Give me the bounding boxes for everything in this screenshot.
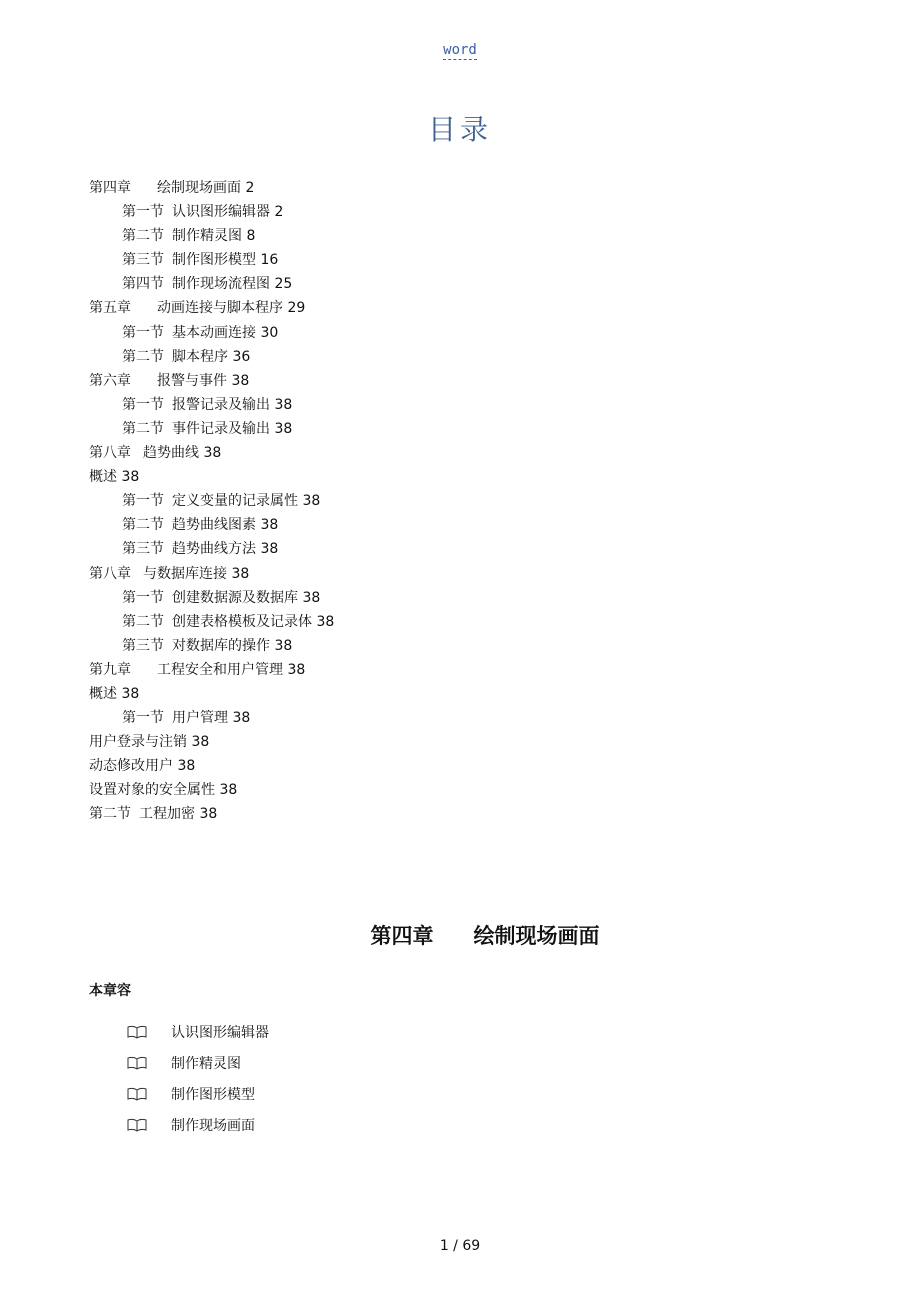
toc-entry[interactable] bbox=[89, 658, 849, 682]
toc-entry-title: 趋势曲线 bbox=[143, 445, 199, 462]
chapter-contents-item-text: 认识图形编辑器 bbox=[171, 1025, 269, 1041]
toc-entry-label: 第二节 bbox=[89, 806, 131, 823]
toc-entry[interactable] bbox=[89, 802, 849, 826]
chapter-label: 第四章 bbox=[370, 923, 434, 948]
page-indicator: 1 / 69 bbox=[439, 1238, 481, 1254]
toc-entry[interactable] bbox=[89, 730, 849, 754]
toc-entry-label: 第四章 bbox=[89, 180, 131, 196]
toc-entry[interactable] bbox=[89, 489, 849, 513]
toc-entry-page-number: 2 bbox=[274, 204, 284, 221]
toc-entry-label: 第二节 bbox=[122, 613, 164, 630]
toc-entry-label: 第二节 bbox=[122, 517, 164, 534]
toc-entry-title: 用户登录与注销 bbox=[89, 734, 187, 751]
toc-entry-title: 认识图形编辑器 bbox=[172, 204, 270, 221]
toc-entry[interactable] bbox=[89, 369, 849, 393]
toc-entry-page-number: 38 bbox=[260, 517, 279, 534]
toc-entry-label: 第一节 bbox=[122, 324, 164, 341]
open-book-icon bbox=[127, 1025, 147, 1039]
toc-entry-label: 第一节 bbox=[122, 396, 164, 413]
toc-entry-title: 制作精灵图 bbox=[172, 228, 242, 245]
toc-entry-page-number: 8 bbox=[246, 228, 256, 245]
toc-entry-title: 工程安全和用户管理 bbox=[157, 661, 283, 678]
toc-entry-page-number: 38 bbox=[199, 806, 218, 823]
toc-title: 目录 bbox=[427, 113, 492, 146]
toc-entry[interactable] bbox=[89, 176, 849, 200]
toc-entry[interactable] bbox=[89, 586, 849, 610]
toc-entry-page-number: 38 bbox=[203, 445, 222, 462]
toc-entry-label: 第一节 bbox=[122, 204, 164, 221]
toc-entry-title: 概述 bbox=[89, 685, 117, 702]
toc-entry-title: 事件记录及输出 bbox=[172, 420, 270, 437]
toc-entry[interactable] bbox=[89, 610, 849, 634]
toc-entry-label: 第五章 bbox=[89, 300, 131, 317]
chapter-contents-label: 本章容 bbox=[89, 983, 131, 999]
toc-entry-label: 第一节 bbox=[122, 589, 164, 606]
toc-entry-title: 绘制现场画面 bbox=[157, 180, 241, 196]
chapter-title: 绘制现场画面 bbox=[473, 923, 600, 948]
toc-entry-title: 制作图形模型 bbox=[172, 252, 256, 269]
toc-entry-page-number: 29 bbox=[287, 300, 306, 317]
toc-entry-page-number: 38 bbox=[287, 661, 306, 678]
toc-entry-title: 与数据库连接 bbox=[143, 565, 227, 582]
toc-entry[interactable] bbox=[89, 200, 849, 224]
toc-entry-page-number: 38 bbox=[231, 565, 250, 582]
chapter-heading bbox=[0, 920, 920, 950]
toc-entry-label: 第二节 bbox=[122, 420, 164, 437]
toc-entry-title: 动态修改用户 bbox=[89, 758, 173, 775]
toc-entry[interactable] bbox=[89, 417, 849, 441]
open-book-icon bbox=[127, 1118, 147, 1132]
toc-entry[interactable] bbox=[89, 706, 849, 730]
toc-entry-title: 创建数据源及数据库 bbox=[172, 589, 298, 606]
toc-entry-page-number: 2 bbox=[245, 180, 255, 196]
toc-entry[interactable] bbox=[89, 778, 849, 802]
toc-entry-page-number: 16 bbox=[260, 252, 279, 269]
toc-entry-page-number: 38 bbox=[219, 782, 238, 799]
chapter-contents-item-text: 制作现场画面 bbox=[171, 1118, 255, 1134]
toc-entry-label: 第二节 bbox=[122, 348, 164, 365]
header-word-link[interactable] bbox=[0, 42, 920, 58]
toc-entry[interactable] bbox=[89, 224, 849, 248]
toc-entry-title: 工程加密 bbox=[139, 806, 195, 823]
toc-entry-page-number: 38 bbox=[191, 734, 210, 751]
toc-entry[interactable] bbox=[89, 513, 849, 537]
open-book-icon bbox=[127, 1087, 147, 1101]
toc-entry-label: 第三节 bbox=[122, 541, 164, 558]
toc-entry[interactable] bbox=[89, 682, 849, 706]
toc-entry-page-number: 38 bbox=[302, 493, 321, 510]
toc-entry[interactable] bbox=[89, 465, 849, 489]
toc-entry[interactable] bbox=[89, 754, 849, 778]
toc-entry-title: 用户管理 bbox=[172, 710, 228, 727]
toc-entry-page-number: 30 bbox=[260, 324, 279, 341]
chapter-contents-list bbox=[127, 1018, 269, 1142]
toc-entry-page-number: 38 bbox=[121, 469, 140, 486]
toc-entry-title: 创建表格模板及记录体 bbox=[172, 613, 312, 630]
toc-entry[interactable] bbox=[89, 248, 849, 272]
open-book-icon bbox=[127, 1056, 147, 1070]
toc-entry-title: 制作现场流程图 bbox=[172, 276, 270, 293]
toc-entry-page-number: 38 bbox=[231, 372, 250, 389]
toc-entry[interactable] bbox=[89, 634, 849, 658]
toc-entry-page-number: 38 bbox=[232, 710, 251, 727]
toc-entry[interactable] bbox=[89, 441, 849, 465]
toc-entry-label: 第四节 bbox=[122, 276, 164, 293]
toc-entry-label: 第八章 bbox=[89, 445, 131, 462]
toc-entry[interactable] bbox=[89, 296, 849, 320]
toc-entry-page-number: 25 bbox=[274, 276, 293, 293]
toc-entry-page-number: 38 bbox=[302, 589, 321, 606]
toc-entry[interactable] bbox=[89, 537, 849, 561]
toc-entry[interactable] bbox=[89, 393, 849, 417]
toc-entry-label: 第九章 bbox=[89, 661, 131, 678]
toc-entry-title: 设置对象的安全属性 bbox=[89, 782, 215, 799]
toc-entry-title: 报警与事件 bbox=[157, 372, 227, 389]
toc-entry[interactable] bbox=[89, 562, 849, 586]
toc-entry-label: 第一节 bbox=[122, 493, 164, 510]
toc-entry-title: 对数据库的操作 bbox=[172, 637, 270, 654]
toc-entry-label: 第八章 bbox=[89, 565, 131, 582]
toc-entry-label: 第二节 bbox=[122, 228, 164, 245]
chapter-contents-item bbox=[127, 1111, 269, 1142]
toc-entry-title: 趋势曲线图素 bbox=[172, 517, 256, 534]
toc-entry-page-number: 38 bbox=[121, 685, 140, 702]
toc-entry-title: 脚本程序 bbox=[172, 348, 228, 365]
toc-entry-label: 第三节 bbox=[122, 252, 164, 269]
chapter-contents-item-text: 制作精灵图 bbox=[171, 1056, 241, 1072]
toc-entry-title: 概述 bbox=[89, 469, 117, 486]
toc-entry-page-number: 38 bbox=[274, 637, 293, 654]
table-of-contents bbox=[89, 176, 849, 827]
toc-entry-label: 第三节 bbox=[122, 637, 164, 654]
toc-entry-page-number: 38 bbox=[274, 420, 293, 437]
toc-entry-page-number: 38 bbox=[177, 758, 196, 775]
toc-entry-title: 定义变量的记录属性 bbox=[172, 493, 298, 510]
toc-entry-page-number: 38 bbox=[274, 396, 293, 413]
toc-entry-page-number: 36 bbox=[232, 348, 251, 365]
toc-entry[interactable] bbox=[89, 272, 849, 296]
chapter-contents-item bbox=[127, 1049, 269, 1080]
toc-entry[interactable] bbox=[89, 321, 849, 345]
header-word-link-text[interactable]: word bbox=[443, 42, 477, 58]
toc-entry-label: 第六章 bbox=[89, 372, 131, 389]
toc-entry-label: 第一节 bbox=[122, 710, 164, 727]
toc-entry-page-number: 38 bbox=[316, 613, 335, 630]
toc-entry-title: 报警记录及输出 bbox=[172, 396, 270, 413]
chapter-contents-item bbox=[127, 1080, 269, 1111]
toc-entry-title: 基本动画连接 bbox=[172, 324, 256, 341]
toc-entry[interactable] bbox=[89, 345, 849, 369]
chapter-contents-item bbox=[127, 1018, 269, 1049]
chapter-contents-item-text: 制作图形模型 bbox=[171, 1087, 255, 1103]
toc-entry-page-number: 38 bbox=[260, 541, 279, 558]
toc-entry-title: 动画连接与脚本程序 bbox=[157, 300, 283, 317]
toc-entry-title: 趋势曲线方法 bbox=[172, 541, 256, 558]
